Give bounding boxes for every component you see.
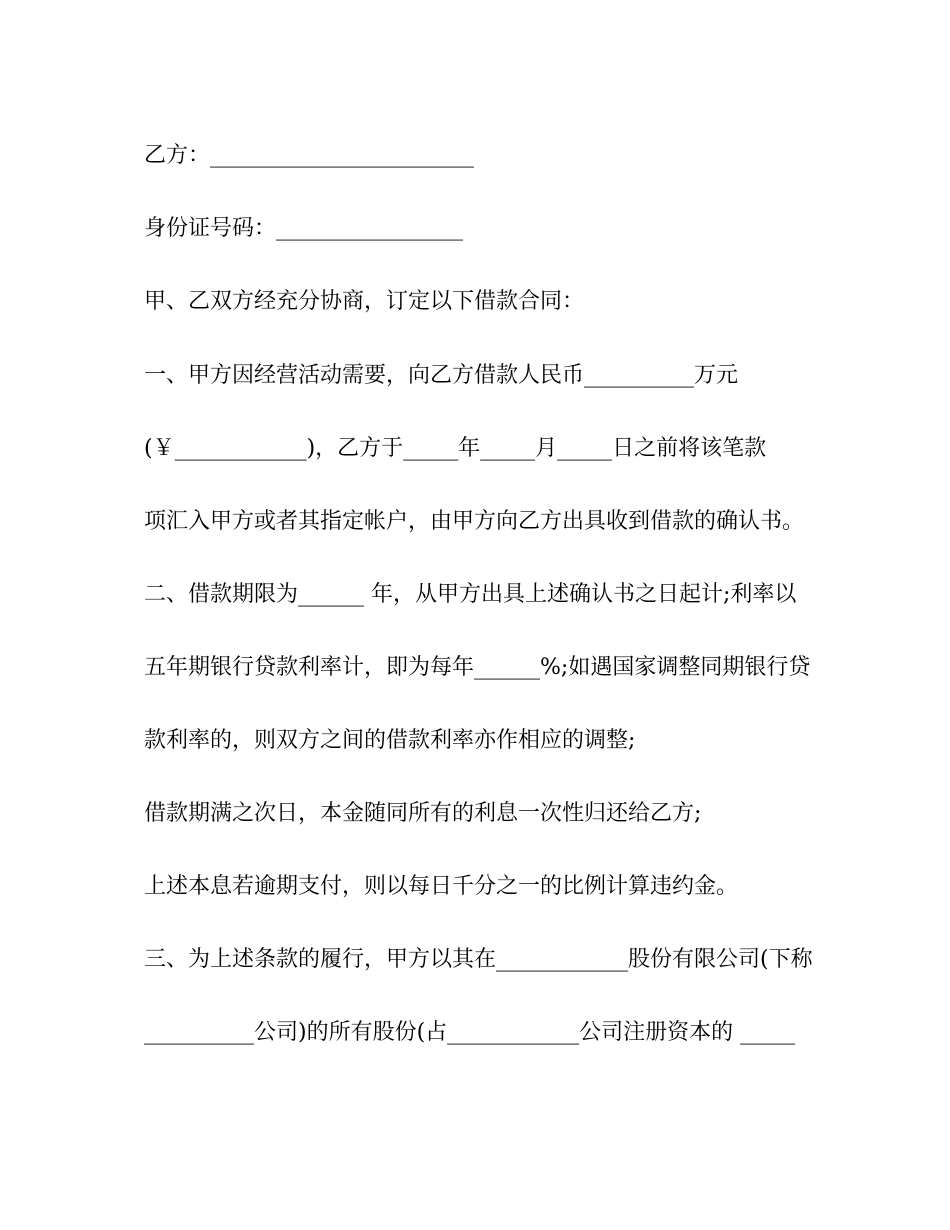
penalty-line: 上述本息若逾期支付，则以每日千分之一的比例计算违约金。: [144, 874, 739, 899]
id-number-line: 身份证号码：_________________: [144, 216, 464, 241]
preamble-line: 甲、乙双方经充分协商，订定以下借款合同：: [144, 289, 585, 314]
repayment-line: 借款期满之次日，本金随同所有的利息一次性归还给乙方;: [144, 801, 702, 826]
party-b-line: 乙方：________________________: [144, 143, 475, 168]
clause-3-line-2: __________公司)的所有股份(占____________公司注册资本的 _____: [144, 1020, 796, 1045]
clause-3-line-1: 三、为上述条款的履行，甲方以其在____________股份有限公司(下称: [144, 947, 813, 972]
clause-2-line-1: 二、借款期限为______ 年，从甲方出具上述确认书之日起计;利率以: [144, 582, 797, 607]
clause-1-line-3: 项汇入甲方或者其指定帐户，由甲方向乙方出具收到借款的确认书。: [144, 509, 805, 534]
clause-1-line-2: (￥____________)，乙方于_____年_____月_____日之前将该笔款: [144, 436, 767, 461]
clause-2-line-2: 五年期银行贷款利率计，即为每年______%;如遇国家调整同期银行贷: [144, 655, 811, 680]
clause-2-line-3: 款利率的，则双方之间的借款利率亦作相应的调整;: [144, 728, 636, 753]
clause-1-line-1: 一、甲方因经营活动需要，向乙方借款人民币__________万元: [144, 363, 739, 388]
